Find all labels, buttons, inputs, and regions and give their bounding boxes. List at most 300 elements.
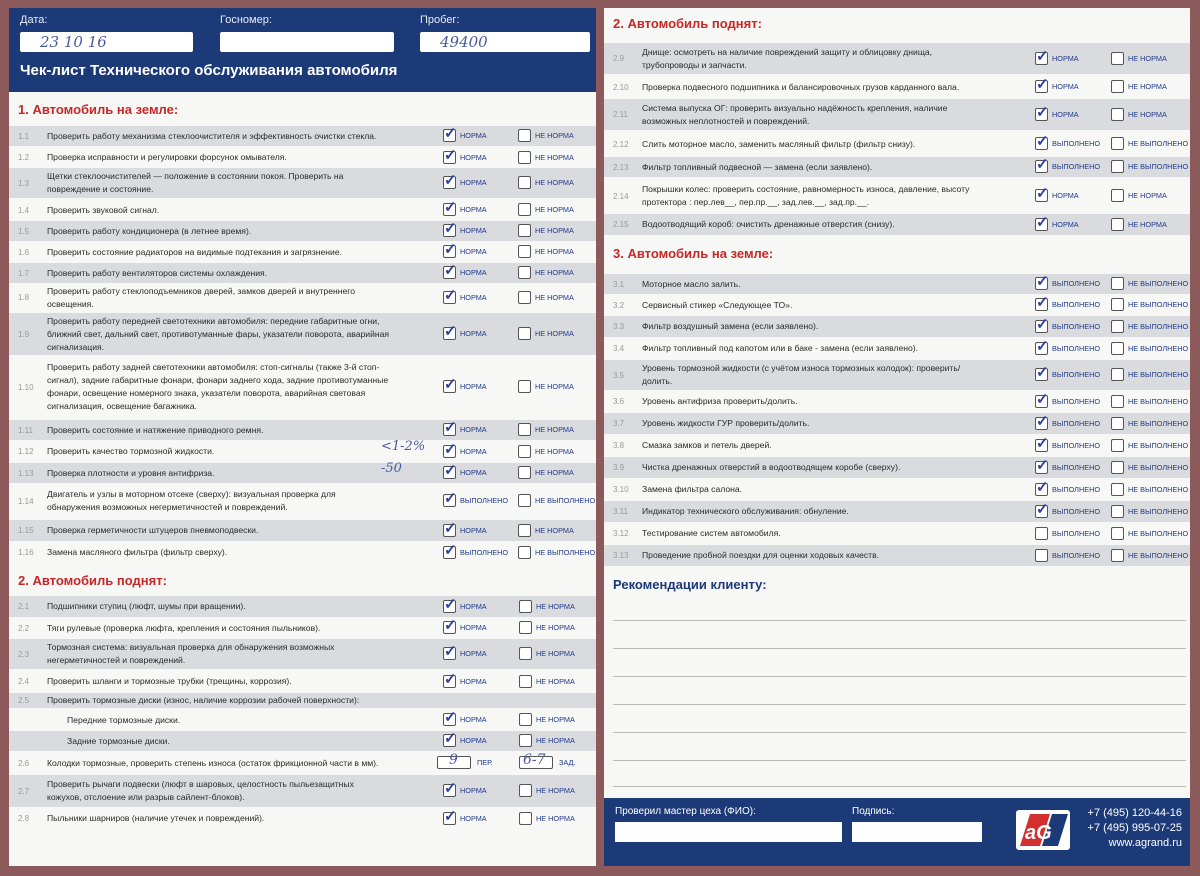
checklist-row <box>604 360 1190 390</box>
no-label: НЕ НОРМА <box>1128 109 1167 119</box>
no-checkbox[interactable] <box>518 327 531 340</box>
yes-label: НОРМА <box>460 623 487 632</box>
checklist-row <box>604 413 1190 434</box>
check-mark-icon: ✓ <box>444 780 457 797</box>
item-number: 3.2 <box>613 300 625 310</box>
item-number: 2.11 <box>613 110 628 119</box>
yes-checkbox[interactable] <box>1035 478 1049 496</box>
master-name-field[interactable] <box>615 822 842 842</box>
yes-label: НОРМА <box>460 268 487 277</box>
item-number: 2.14 <box>613 191 629 201</box>
no-checkbox[interactable] <box>519 734 532 747</box>
checklist-row <box>604 132 1190 156</box>
no-label: НЕ НОРМА <box>535 131 574 140</box>
no-checkbox[interactable] <box>518 224 531 237</box>
no-checkbox[interactable] <box>1111 395 1124 408</box>
checklist-row <box>9 356 596 418</box>
checklist-row <box>604 179 1190 213</box>
yes-checkbox[interactable] <box>443 643 457 660</box>
item-text: Проверка герметичности штуцеров пневмоподвески. <box>47 525 259 535</box>
yes-label: ВЫПОЛНЕНО <box>1052 462 1101 472</box>
no-checkbox[interactable] <box>1111 189 1124 202</box>
yes-label: ВЫПОЛНЕНО <box>1052 440 1101 450</box>
date-field[interactable]: 23 10 16 <box>20 32 193 52</box>
no-label: НЕ НОРМА <box>1128 219 1167 229</box>
yes-checkbox[interactable] <box>443 286 457 304</box>
no-label: НЕ ВЫПОЛНЕНО <box>1128 418 1189 428</box>
check-mark-icon: ✓ <box>1036 412 1049 430</box>
item-number: 1.13 <box>18 468 34 478</box>
yes-checkbox[interactable] <box>443 440 457 458</box>
plate-label: Госномер: <box>220 14 272 26</box>
check-mark-icon: ✓ <box>1036 213 1049 231</box>
no-checkbox[interactable] <box>1111 52 1124 65</box>
check-mark-icon: ✓ <box>444 172 457 189</box>
no-label: НЕ НОРМА <box>536 813 575 823</box>
no-checkbox[interactable] <box>1111 342 1124 355</box>
item-text: Проверка исправности и регулировки форсунок омывателя. <box>47 152 287 162</box>
checklist-row <box>9 242 596 262</box>
checklist-row <box>9 313 596 355</box>
form-header <box>9 8 596 92</box>
no-label: НЕ НОРМА <box>1128 191 1167 200</box>
checklist-row <box>604 76 1190 98</box>
checklist-row <box>604 274 1190 294</box>
yes-checkbox[interactable] <box>443 807 457 825</box>
item-text: Днище: осмотреть на наличие повреждений защиту и облицовку днища, трубопроводы и запчасти. <box>642 46 933 70</box>
yes-checkbox[interactable] <box>1035 364 1049 381</box>
check-mark-icon: ✓ <box>444 220 457 237</box>
checklist-row <box>604 523 1190 544</box>
checklist-row <box>9 148 596 167</box>
no-label: НЕ НОРМА <box>536 715 575 724</box>
item-number: 1.11 <box>18 425 33 435</box>
no-label: НЕ НОРМА <box>535 152 574 162</box>
no-checkbox[interactable] <box>519 647 532 660</box>
check-mark-icon: ✓ <box>444 146 457 164</box>
yes-label: НОРМА <box>460 131 487 140</box>
no-checkbox[interactable] <box>518 380 531 393</box>
checklist-row <box>604 43 1190 74</box>
yes-label: НОРМА <box>460 736 487 745</box>
checklist-row <box>604 457 1190 478</box>
yes-checkbox[interactable] <box>1035 337 1049 355</box>
yes-checkbox[interactable] <box>443 376 457 393</box>
contacts <box>1088 806 1182 851</box>
yes-label: ВЫПОЛНЕНО <box>1052 300 1101 309</box>
check-mark-icon: ✓ <box>444 643 457 660</box>
yes-checkbox[interactable] <box>1035 456 1049 474</box>
item-text: Проверить тормозные диски (износ, наличие коррозии рабочей поверхности): <box>47 695 360 705</box>
yes-checkbox[interactable] <box>443 462 457 479</box>
yes-label: НОРМА <box>460 205 487 214</box>
item-text: Проверить работу кондиционера (в летнее время). <box>47 225 252 236</box>
no-checkbox[interactable] <box>1111 439 1124 452</box>
checklist-row <box>604 214 1190 235</box>
item-number: 3.9 <box>613 463 625 472</box>
no-checkbox[interactable] <box>518 245 531 258</box>
yes-label: НОРМА <box>460 329 487 338</box>
check-mark-icon: ✓ <box>444 323 457 340</box>
yes-checkbox[interactable] <box>1035 47 1049 65</box>
item-text: Проверить рычаги подвески (люфт в шаровых, целостность пыльезащитных кожухов, отслоение или разрыв сайлент-блоков). <box>47 779 354 802</box>
yes-label: НОРМА <box>460 382 487 391</box>
recommendation-line[interactable] <box>613 704 1186 705</box>
item-text: Покрышки колес: проверить состояние, равномерность износа, давление, высоту протектора : пер.лев__, пер.пр.__, зад.лев.__, зад.пр.__. <box>642 184 970 207</box>
item-text: Замена фильтра салона. <box>642 484 743 494</box>
yes-checkbox[interactable] <box>443 172 457 189</box>
checklist-row <box>9 731 596 751</box>
item-text: Чистка дренажных отверстий в водоотводящем коробе (сверху). <box>642 462 901 472</box>
yes-label: ВЫПОЛНЕНО <box>1052 162 1101 171</box>
item-text: Проверка подвесного подшипника и балансировочных грузов карданного вала. <box>642 81 960 92</box>
yes-label: НОРМА <box>460 468 487 477</box>
no-label: НЕ НОРМА <box>535 329 574 338</box>
no-checkbox[interactable] <box>519 812 532 825</box>
phone-2: +7 (495) 995-07-25 <box>1087 822 1182 834</box>
no-checkbox[interactable] <box>518 151 531 164</box>
no-checkbox[interactable] <box>1111 80 1124 93</box>
yes-checkbox[interactable] <box>443 199 457 216</box>
no-label: НЕ НОРМА <box>536 736 575 745</box>
check-mark-icon: ✓ <box>1036 456 1049 474</box>
yes-checkbox[interactable] <box>1035 294 1049 311</box>
item-text: Проверить состояние радиаторов на видимые подтекания и загрязнение. <box>47 246 343 257</box>
check-mark-icon: ✓ <box>1036 185 1049 202</box>
no-label: НЕ НОРМА <box>535 226 574 235</box>
item-text: Проверить качество тормозной жидкости. <box>47 446 215 456</box>
item-text: Фильтр топливный под капотом или в баке - замена (если заявлено). <box>642 343 919 353</box>
yes-checkbox[interactable] <box>443 125 457 142</box>
no-checkbox[interactable] <box>1111 527 1124 540</box>
checklist-row <box>9 168 596 198</box>
item-number: 2.3 <box>18 649 30 659</box>
no-label: НЕ НОРМА <box>535 292 574 302</box>
check-mark-icon: ✓ <box>444 730 457 747</box>
logo-text: aG <box>1025 822 1052 844</box>
check-mark-icon: ✓ <box>1036 500 1049 518</box>
yes-label: НОРМА <box>460 786 487 795</box>
yes-label: НОРМА <box>1052 82 1079 91</box>
no-checkbox[interactable] <box>518 423 531 436</box>
checklist-row <box>9 484 596 518</box>
no-label: НЕ ВЫПОЛНЕНО <box>535 547 596 557</box>
yes-checkbox[interactable] <box>1035 156 1049 173</box>
item-text: Индикатор технического обслуживания: обнуление. <box>642 506 849 516</box>
mileage-label: Пробег: <box>420 14 460 26</box>
no-checkbox[interactable] <box>1111 137 1124 150</box>
yes-label: ВЫПОЛНЕНО <box>1052 321 1101 331</box>
yes-label: НОРМА <box>1052 191 1079 200</box>
no-checkbox[interactable] <box>518 466 531 479</box>
check-mark-icon: ✓ <box>1036 133 1049 150</box>
item-number: 3.13 <box>613 551 629 560</box>
check-mark-icon: ✓ <box>444 262 457 279</box>
no-checkbox[interactable] <box>518 176 531 189</box>
yes-label: ВЫПОЛНЕНО <box>1052 506 1101 516</box>
checklist-row <box>9 520 596 541</box>
yes-checkbox[interactable] <box>443 419 457 436</box>
no-label: НЕ ВЫПОЛНЕНО <box>1128 343 1189 353</box>
page-title: Чек-лист Технического обслуживания автомобиля <box>20 62 398 79</box>
item-number: 1.9 <box>18 329 30 339</box>
recommendation-line[interactable] <box>613 648 1186 649</box>
checklist-row <box>9 596 596 617</box>
mileage-field[interactable]: 49400 <box>420 32 590 52</box>
no-label: НЕ ВЫПОЛНЕНО <box>1128 139 1189 148</box>
yes-label: НОРМА <box>460 425 487 434</box>
no-checkbox[interactable] <box>1111 298 1124 311</box>
section-title: 3. Автомобиль на земле: <box>613 245 774 261</box>
item-number: 2.7 <box>18 786 30 796</box>
yes-checkbox[interactable] <box>443 490 457 507</box>
no-label: НЕ НОРМА <box>535 468 574 477</box>
front-label: ПЕР. <box>477 758 493 767</box>
recommendation-line[interactable] <box>613 620 1186 621</box>
checklist-row <box>604 316 1190 337</box>
no-label: НЕ НОРМА <box>535 178 574 187</box>
check-mark-icon: ✓ <box>444 462 457 479</box>
recommendation-line[interactable] <box>613 760 1186 761</box>
no-checkbox[interactable] <box>519 713 532 726</box>
no-checkbox[interactable] <box>518 546 531 559</box>
recommendation-line[interactable] <box>613 786 1186 787</box>
yes-label: НОРМА <box>1052 53 1079 63</box>
yes-checkbox[interactable] <box>1035 76 1049 93</box>
no-checkbox[interactable] <box>518 291 531 304</box>
item-number: 2.8 <box>18 814 30 823</box>
no-checkbox[interactable] <box>1111 277 1124 290</box>
item-text: Проверка плотности и уровня антифриза. <box>47 467 215 478</box>
item-text: Водоотводящий короб: очистить дренажные отверстия (снизу). <box>642 219 895 229</box>
yes-checkbox[interactable] <box>1035 527 1048 540</box>
checklist-row <box>9 463 596 483</box>
signature-field[interactable] <box>852 822 982 842</box>
section-title: 2. Автомобиль поднят: <box>613 15 762 31</box>
check-mark-icon: ✓ <box>1036 47 1049 65</box>
handwritten-note: <1-2% <box>381 439 426 454</box>
yes-label: НОРМА <box>460 715 487 724</box>
checklist-row <box>9 775 596 807</box>
yes-checkbox[interactable] <box>443 730 457 747</box>
item-number: 1.5 <box>18 226 30 236</box>
item-text: Проверить звуковой сигнал. <box>47 204 160 215</box>
item-number: 3.7 <box>613 419 625 428</box>
checklist-row <box>9 808 596 829</box>
yes-checkbox[interactable] <box>443 323 457 340</box>
check-mark-icon: ✓ <box>444 241 457 258</box>
recommendation-line[interactable] <box>613 732 1186 733</box>
yes-label: ВЫПОЛНЕНО <box>1052 343 1101 353</box>
yes-checkbox[interactable] <box>1035 412 1049 430</box>
checklist-row <box>9 639 596 669</box>
check-mark-icon: ✓ <box>444 670 457 688</box>
no-checkbox[interactable] <box>1111 108 1124 121</box>
yes-label: ВЫПОЛНЕНО <box>1052 396 1101 406</box>
yes-checkbox[interactable] <box>1035 103 1049 121</box>
yes-checkbox[interactable] <box>443 262 457 279</box>
check-mark-icon: ✓ <box>1036 478 1049 496</box>
check-mark-icon: ✓ <box>1036 294 1049 311</box>
checklist-row <box>9 221 596 241</box>
no-checkbox[interactable] <box>518 524 531 537</box>
yes-checkbox[interactable] <box>1035 315 1049 333</box>
yes-checkbox[interactable] <box>1035 185 1049 202</box>
check-mark-icon: ✓ <box>444 376 457 393</box>
checklist-row <box>9 753 596 773</box>
yes-checkbox[interactable] <box>1035 549 1048 562</box>
item-number: 1.3 <box>18 178 30 188</box>
yes-checkbox[interactable] <box>443 617 457 634</box>
check-mark-icon: ✓ <box>444 541 457 559</box>
checklist-row <box>9 441 596 462</box>
no-label: НЕ ВЫПОЛНЕНО <box>1128 528 1189 538</box>
check-mark-icon: ✓ <box>444 519 457 537</box>
no-label: НЕ ВЫПОЛНЕНО <box>1128 300 1189 309</box>
checklist-row <box>9 710 596 730</box>
item-text: Подшипники ступиц (люфт, шумы при вращении). <box>47 601 246 611</box>
check-mark-icon: ✓ <box>444 709 457 726</box>
checklist-row <box>9 693 596 708</box>
no-checkbox[interactable] <box>519 600 532 613</box>
item-number: 3.10 <box>613 485 629 494</box>
yes-label: ВЫПОЛНЕНО <box>460 496 509 505</box>
no-checkbox[interactable] <box>1111 461 1124 474</box>
check-mark-icon: ✓ <box>444 617 457 634</box>
check-mark-icon: ✓ <box>1036 315 1049 333</box>
item-text: Передние тормозные диски. <box>67 714 181 725</box>
no-checkbox[interactable] <box>518 129 531 142</box>
no-checkbox[interactable] <box>1111 417 1124 430</box>
check-mark-icon: ✓ <box>444 199 457 216</box>
no-label: НЕ ВЫПОЛНЕНО <box>1128 484 1189 494</box>
yes-label: НОРМА <box>460 525 487 535</box>
yes-label: НОРМА <box>1052 109 1079 119</box>
no-checkbox[interactable] <box>1111 160 1124 173</box>
yes-checkbox[interactable] <box>443 780 457 797</box>
no-checkbox[interactable] <box>518 445 531 458</box>
yes-checkbox[interactable] <box>1035 273 1049 290</box>
no-label: НЕ ВЫПОЛНЕНО <box>1128 440 1189 450</box>
yes-label: ВЫПОЛНЕНО <box>1052 528 1101 538</box>
no-label: НЕ ВЫПОЛНЕНО <box>1128 506 1189 516</box>
item-number: 2.12 <box>613 139 629 149</box>
yes-checkbox[interactable] <box>1035 500 1049 518</box>
item-number: 3.8 <box>613 441 625 450</box>
no-checkbox[interactable] <box>519 784 532 797</box>
check-mark-icon: ✓ <box>1036 156 1049 173</box>
agrand-logo <box>1016 810 1070 850</box>
yes-label: НОРМА <box>460 446 487 456</box>
item-number: 2.1 <box>18 602 30 611</box>
date-label: Дата: <box>20 14 48 26</box>
no-label: НЕ НОРМА <box>535 268 574 277</box>
item-text: Смазка замков и петель дверей. <box>642 440 772 450</box>
checklist-row <box>9 284 596 311</box>
checklist-row <box>604 435 1190 456</box>
yes-checkbox[interactable] <box>1035 133 1049 150</box>
yes-label: НОРМА <box>460 813 487 823</box>
no-label: НЕ НОРМА <box>535 425 574 434</box>
no-checkbox[interactable] <box>1111 368 1124 381</box>
no-label: НЕ ВЫПОЛНЕНО <box>535 496 596 505</box>
checklist-row <box>604 157 1190 177</box>
item-text: Колодки тормозные, проверить степень износа (остаток фрикционной части в мм). <box>47 757 379 768</box>
no-checkbox[interactable] <box>518 203 531 216</box>
yes-checkbox[interactable] <box>443 541 457 559</box>
check-mark-icon: ✓ <box>1036 76 1049 93</box>
item-number: 3.6 <box>613 397 625 406</box>
item-number: 3.12 <box>613 529 629 538</box>
no-label: НЕ НОРМА <box>536 649 575 658</box>
plate-field[interactable] <box>220 32 394 52</box>
item-text: Проведение пробной поездки для оценки ходовых качеств. <box>642 550 880 560</box>
item-text: Щетки стеклоочистителей — положение в состоянии покоя. Проверить на повреждение и состояние. <box>47 171 344 194</box>
yes-checkbox[interactable] <box>443 709 457 726</box>
yes-checkbox[interactable] <box>1035 390 1049 408</box>
item-number: 2.15 <box>613 220 629 229</box>
check-mark-icon: ✓ <box>1036 390 1049 408</box>
item-text: Слить моторное масло, заменить масляный фильтр (фильтр снизу). <box>642 138 916 149</box>
yes-checkbox[interactable] <box>443 595 457 613</box>
item-number: 2.5 <box>18 696 30 705</box>
checklist-row <box>604 479 1190 500</box>
checklist-row <box>604 545 1190 566</box>
no-checkbox[interactable] <box>1111 483 1124 496</box>
item-number: 1.14 <box>18 496 34 506</box>
no-checkbox[interactable] <box>519 675 532 688</box>
no-label: НЕ ВЫПОЛНЕНО <box>1128 321 1189 331</box>
yes-label: НОРМА <box>460 292 487 302</box>
no-label: НЕ НОРМА <box>535 446 574 456</box>
no-checkbox[interactable] <box>1111 218 1124 231</box>
item-text: Проверить шланги и тормозные трубки (трещины, коррозия). <box>47 676 292 686</box>
no-checkbox[interactable] <box>1111 505 1124 518</box>
item-number: 2.6 <box>18 758 30 768</box>
item-text: Сервисный стикер «Следующее ТО». <box>642 299 793 310</box>
recommendation-line[interactable] <box>613 676 1186 677</box>
checklist-row <box>9 200 596 220</box>
yes-checkbox[interactable] <box>443 146 457 164</box>
item-number: 1.16 <box>18 548 34 557</box>
yes-checkbox[interactable] <box>443 220 457 237</box>
checklist-row <box>604 99 1190 130</box>
item-number: 3.4 <box>613 344 625 353</box>
yes-checkbox[interactable] <box>443 241 457 258</box>
checklist-row <box>9 420 596 440</box>
no-checkbox[interactable] <box>1111 320 1124 333</box>
no-label: НЕ НОРМА <box>1128 82 1167 91</box>
item-number: 3.3 <box>613 322 625 331</box>
no-checkbox[interactable] <box>518 494 531 507</box>
no-label: НЕ ВЫПОЛНЕНО <box>1128 370 1189 379</box>
yes-checkbox[interactable] <box>443 519 457 537</box>
item-text: Уровень жидкости ГУР проверить/долить. <box>642 418 810 428</box>
checklist-row <box>9 126 596 146</box>
no-checkbox[interactable] <box>519 621 532 634</box>
yes-checkbox[interactable] <box>1035 213 1049 231</box>
yes-checkbox[interactable] <box>1035 434 1049 452</box>
yes-label: ВЫПОЛНЕНО <box>1052 370 1101 379</box>
no-label: НЕ ВЫПОЛНЕНО <box>1128 396 1189 406</box>
item-text: Тестирование систем автомобиля. <box>642 528 781 538</box>
yes-checkbox[interactable] <box>443 670 457 688</box>
no-checkbox[interactable] <box>518 266 531 279</box>
no-checkbox[interactable] <box>1111 549 1124 562</box>
item-number: 1.10 <box>18 382 34 392</box>
no-label: НЕ НОРМА <box>535 382 574 391</box>
checklist-row <box>9 263 596 283</box>
